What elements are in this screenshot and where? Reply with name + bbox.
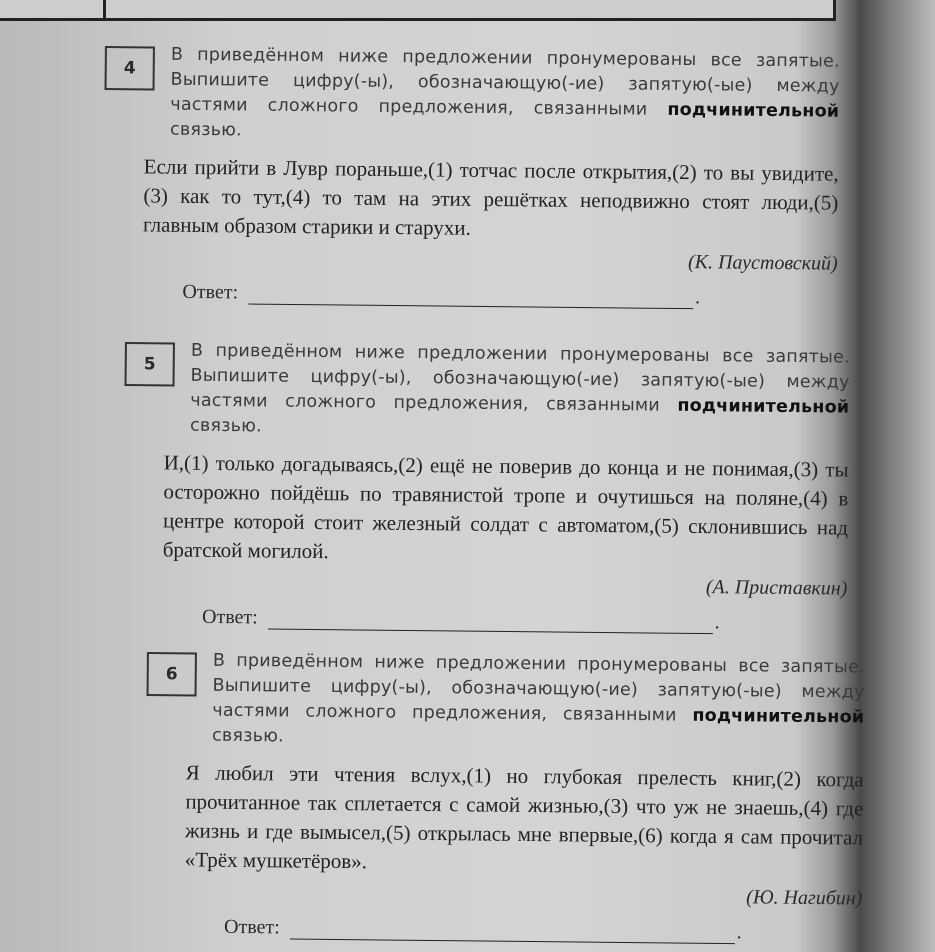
task-5	[122, 338, 850, 636]
task-instruction: В приведённом ниже предложении пронумерованы все запятые. Выпишите цифру(-ы), обозначающую(-ие) запятую(-ые) между частями сложного предложения, связанными подчинительной связью.	[189, 340, 850, 437]
answer-field[interactable]	[268, 609, 713, 635]
task-number: 4	[104, 46, 154, 91]
answer-field[interactable]	[248, 284, 693, 310]
task-number: 5	[124, 342, 174, 387]
answer-row: Ответ: .	[223, 915, 742, 944]
task-author: (Ю. Нагибин)	[746, 886, 863, 910]
task-author: (К. Паустовский)	[687, 251, 838, 275]
page-header-bar	[0, 0, 836, 21]
answer-row: Ответ: .	[201, 605, 720, 634]
task-6	[144, 648, 865, 946]
task-instruction: В приведённом ниже предложении пронумерованы все запятые. Выпишите цифру(-ы), обозначающую(-ие) запятую(-ые) между частями сложного предложения, связанными подчинительной связью.	[169, 44, 840, 141]
task-text: Если прийти в Лувр пораньше,(1) тотчас после открытия,(2) то вы увидите,(3) как то тут,(4) то там на этих решётках неподвижно стоят люди,(5) главным образом старики и старухи.	[142, 154, 839, 240]
answer-field[interactable]	[290, 919, 735, 945]
task-text: Я любил эти чтения вслух,(1) но глубокая прелесть книг,(2) когда прочитанное так сплетается с самой жизнью,(3) что уж не знаешь,(4) где жизнь и где вымысел,(5) открылась мне впервые,(6) когда я сам прочитал «Трёх мушкетёров».	[184, 760, 864, 874]
page-number-cell	[0, 0, 106, 18]
task-text: И,(1) только догадываясь,(2) ещё не поверив до конца и не понимая,(3) ты осторожно пойдёшь по травянистой тропе и очутишься на поляне,(4) в центре которой стоит железный солдат с автоматом,(5) склонившись над братской могилой.	[162, 450, 849, 564]
task-instruction: В приведённом ниже предложении пронумерованы все запятые. Выпишите цифру(-ы), обозначающую(-ие) запятую(-ые) между частями сложного предложения, связанными подчинительной связью.	[211, 650, 865, 747]
task-number: 6	[146, 652, 196, 697]
task-author: (А. Приставкин)	[705, 576, 848, 600]
task-4	[102, 42, 840, 311]
answer-row: Ответ: .	[182, 280, 701, 309]
